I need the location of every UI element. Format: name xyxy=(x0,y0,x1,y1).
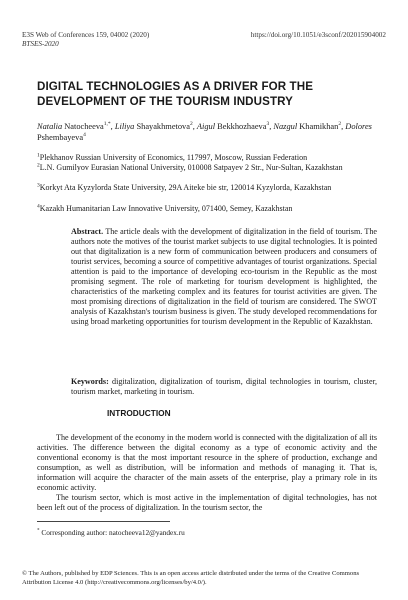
affiliation-text: Korkyt Ata Kyzylorda State University, 29A Aiteke bie str, 120014 Kyzylorda, Kazakhstan xyxy=(39,183,332,192)
author-given-name: Aigul xyxy=(196,122,216,131)
conference-name: BTSES-2020 xyxy=(22,40,59,48)
affiliation-mark: 2 xyxy=(37,162,40,169)
author-surname: Natocheeva xyxy=(64,122,104,131)
author-surname: Bekkhozhaeva xyxy=(217,122,267,131)
author-surname: Khamikhan xyxy=(299,122,339,131)
paragraph: The development of the economy in the modern world is connected with the digitalization of all its activities. The difference between the digital economy as a type of economic activity and the conventional economy is that the most important resource in the sphere of production, exchange and consumption, as well as distribution, will be information and methods of managing it. That is, information will acquire the character of the main assets of the enterprise, play a primary role in its economic activity. xyxy=(37,433,377,492)
author-given-name: Dolores xyxy=(345,122,372,131)
affiliation-2 xyxy=(37,163,377,173)
footnote-text: Corresponding author: natocheeva12@yandex.ru xyxy=(41,528,185,537)
affiliation-mark: 1 xyxy=(37,152,40,159)
author-mark: 2 xyxy=(189,121,193,128)
doi-link[interactable]: https://doi.org/10.1051/e3sconf/202015904002 xyxy=(250,31,386,39)
affiliation-mark: 3 xyxy=(37,182,40,189)
author-given-name: Liliya xyxy=(114,122,135,131)
keywords xyxy=(71,377,377,397)
keywords-text: digitalization, digitalization of tourism, digital technologies in tourism, cluster, tourism market, marketing in tourism. xyxy=(71,377,377,396)
footnote-divider xyxy=(37,521,170,522)
affiliation-4 xyxy=(37,204,377,214)
section-heading-introduction: INTRODUCTION xyxy=(107,408,171,418)
author-surname: Pshembayeva xyxy=(37,132,84,142)
license-notice: © The Authors, published by EDP Sciences. This is an open access article distributed under the terms of the Creative Commons Attribution License 4.0 (http://creativecommons.org/licenses/by/4.0/). xyxy=(22,570,360,586)
abstract-label: Abstract. xyxy=(71,227,104,236)
author-mark: 4 xyxy=(83,131,86,138)
author-given-name: Natalia xyxy=(37,122,63,131)
introduction-body xyxy=(37,433,377,513)
affiliation-mark: 4 xyxy=(37,203,40,210)
affiliation-text: Plekhanov Russian University of Economics, 117997, Moscow, Russian Federation xyxy=(39,153,308,162)
keywords-label: Keywords: xyxy=(71,377,109,386)
paragraph: The tourism sector, which is most active in the implementation of digital technologies, has not been left out of the process of digitalization. In the tourism sector, the xyxy=(37,493,377,512)
author-surname: Shayakhmetova xyxy=(136,122,190,131)
paper-title: DIGITAL TECHNOLOGIES AS A DRIVER FOR THE DEVELOPMENT OF THE TOURISM INDUSTRY xyxy=(37,80,314,108)
author-given-name: Nazgul xyxy=(273,122,298,131)
affiliation-1 xyxy=(37,153,377,163)
affiliation-3 xyxy=(37,183,377,193)
abstract xyxy=(71,227,377,327)
author-mark: 3 xyxy=(266,121,270,128)
author-mark: 1,* xyxy=(103,121,111,128)
abstract-text: The article deals with the development of digitalization in the field of tourism. The authors note the motives of the tourist market subjects to use digital technologies. It is pointed out that digitalization is a new form of communication between producers and consumers of tourist services, becoming a source of competitive advantages of tourist organizations. Special attention is paid to the importance of developing eco-tourism in the Republic as the most promising segment. The role of marketing for tourism development is highlighted, the characteristics of the marketing complex and its features for tourist activities are given. The most promising directions of digitalization in the field of tourism are considered. The SWOT analysis of Kazakhstan's tourism business is given. The study developed recommendations for using broad marketing opportunities for tourism development in the Republic of Kazakhstan. xyxy=(71,227,377,326)
journal-reference: E3S Web of Conferences 159, 04002 (2020) xyxy=(22,31,150,39)
footnote-mark: * xyxy=(37,528,40,534)
footnote xyxy=(37,528,185,537)
affiliation-text: Kazakh Humanitarian Law Innovative University, 071400, Semey, Kazakhstan xyxy=(39,204,293,213)
affiliation-text: L.N. Gumilyov Eurasian National University, 010008 Satpayev 2 Str., Nur-Sultan, Kazakhstan xyxy=(39,163,343,172)
author-list: Natalia Natocheeva$^{1,*}$, Liliya Shayakhmetova$^2$, Aigul Bekkhozhaeva$^3$, Nazgul Khamikhan$^2$, Dolores Pshembayeva$^4$ xyxy=(37,121,372,142)
author-mark: 2 xyxy=(338,121,342,128)
